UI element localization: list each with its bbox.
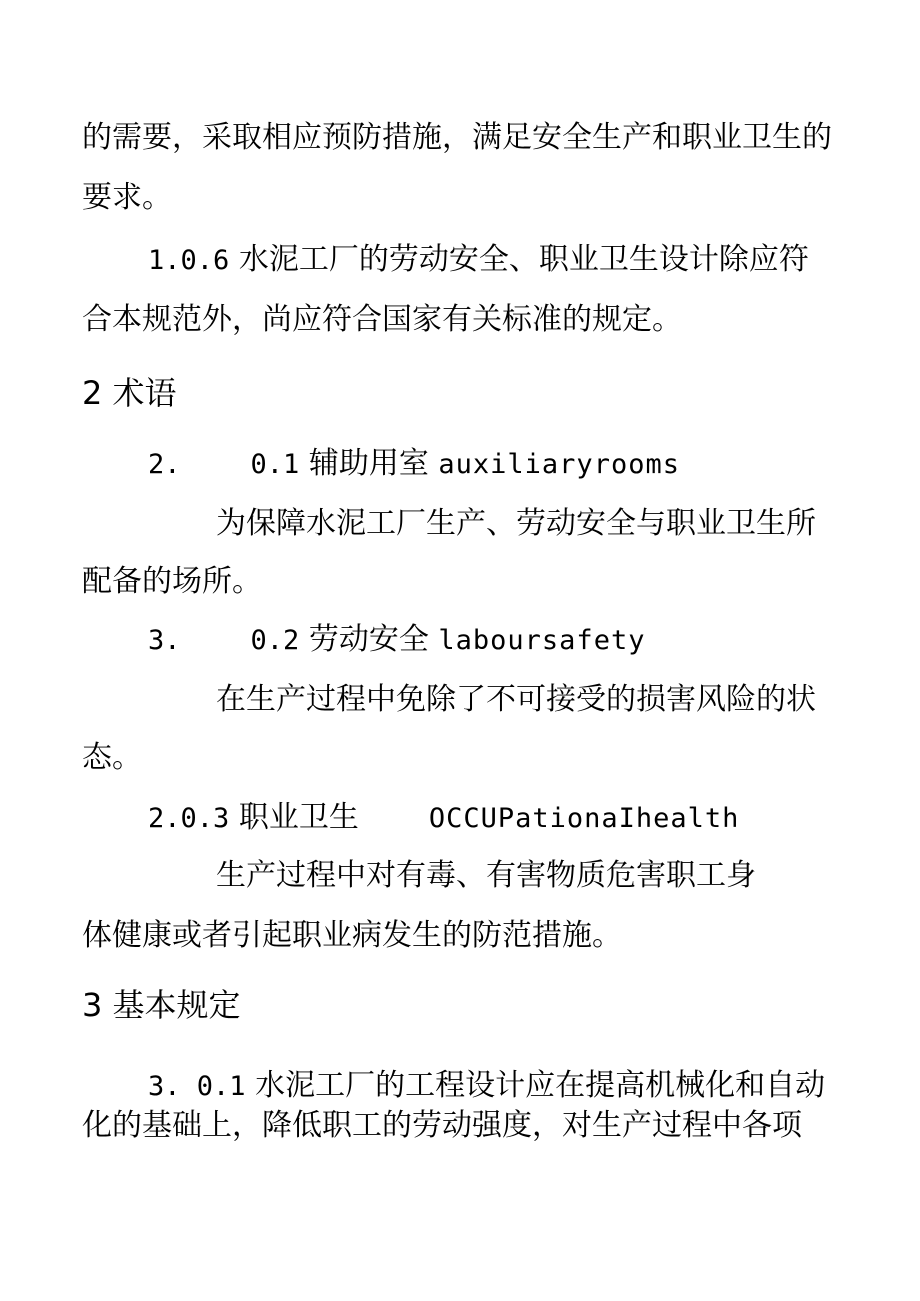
term-name: 职业卫生 — [238, 800, 359, 835]
clause-1-0-6-line-2: 合本规范外，尚应符合国家有关标准的规定。 — [82, 302, 682, 337]
clause-text: 水泥工厂的劳动安全、职业卫生设计除应符 — [238, 242, 809, 277]
term-number: 2.0.3 — [148, 803, 230, 834]
term-number-part-a: 2. — [148, 449, 181, 480]
term-definition-line: 态。 — [82, 740, 142, 775]
term-2-0-1-heading — [148, 446, 680, 483]
term-name: 劳动安全 — [308, 622, 429, 657]
clause-number: 3. 0.1 — [148, 1071, 246, 1102]
paragraph-line: 要求。 — [82, 180, 172, 215]
term-2-0-2-heading — [148, 622, 645, 659]
term-english: OCCUPationaIhealth — [428, 803, 740, 834]
clause-1-0-6-line-1 — [148, 242, 809, 279]
term-definition-line: 配备的场所。 — [82, 564, 262, 599]
clause-3-0-1-line-2: 化的基础上，降低职工的劳动强度，对生产过程中各项 — [82, 1108, 802, 1143]
clause-3-0-1-line-1 — [148, 1068, 825, 1105]
term-number-part-a: 3. — [148, 625, 181, 656]
term-english: auxiliaryrooms — [438, 449, 680, 480]
term-english: laboursafety — [438, 625, 646, 656]
term-definition-line: 在生产过程中免除了不可接受的损害风险的状 — [216, 682, 816, 717]
clause-number: 1.0.6 — [148, 245, 230, 276]
paragraph-line: 的需要，采取相应预防措施，满足安全生产和职业卫生的 — [82, 120, 832, 155]
clause-text: 水泥工厂的工程设计应在提高机械化和自动 — [255, 1068, 826, 1103]
term-number-part-b: 0.1 — [250, 449, 300, 480]
term-2-0-3-heading — [148, 800, 739, 837]
term-name: 辅助用室 — [308, 446, 429, 481]
section-3-heading: 3 基本规定 — [82, 986, 241, 1024]
term-definition-line: 体健康或者引起职业病发生的防范措施。 — [82, 918, 622, 953]
term-definition-line: 生产过程中对有毒、有害物质危害职工身 — [216, 858, 756, 893]
section-2-heading: 2 术语 — [82, 374, 177, 412]
term-number-part-b: 0.2 — [250, 625, 300, 656]
term-definition-line: 为保障水泥工厂生产、劳动安全与职业卫生所 — [216, 506, 816, 541]
